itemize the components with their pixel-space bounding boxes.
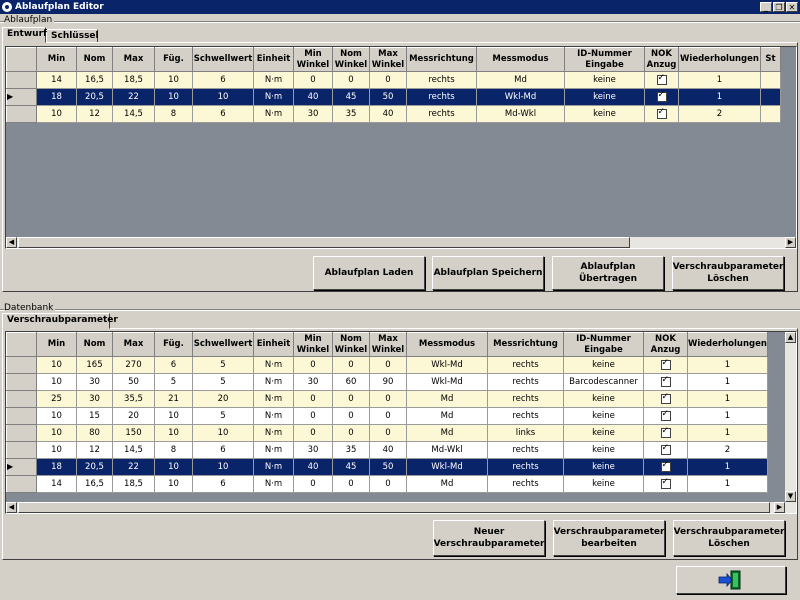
bottom-col-header[interactable]: Nom	[77, 333, 113, 357]
table-cell[interactable]: 6	[155, 357, 193, 374]
table-cell[interactable]: rechts	[488, 374, 564, 391]
table-cell[interactable]: Wkl-Md	[477, 89, 565, 106]
verschraubparameter-loeschen-bottom-button[interactable]: Verschraubparameter Löschen	[673, 520, 785, 556]
table-cell[interactable]: 10	[37, 442, 77, 459]
checkbox[interactable]	[661, 411, 671, 421]
checkbox[interactable]	[657, 92, 667, 102]
table-row[interactable]	[7, 442, 768, 459]
bottom-col-header[interactable]: Min	[37, 333, 77, 357]
table-cell[interactable]: 0	[294, 357, 333, 374]
table-cell[interactable]: Barcodescanner	[564, 374, 644, 391]
table-cell[interactable]: 2	[688, 442, 768, 459]
top-col-header[interactable]: Nom	[77, 48, 113, 72]
ablaufplan-group-label: Ablaufplan	[4, 15, 53, 25]
row-header[interactable]	[7, 357, 37, 374]
table-cell[interactable]: Md	[407, 408, 488, 425]
checkbox[interactable]	[661, 394, 671, 404]
table-cell	[761, 89, 781, 106]
table-cell[interactable]: 18,5	[113, 72, 155, 89]
table-cell[interactable]: 45	[333, 459, 370, 476]
scroll-down-arrow-icon[interactable]: ▼	[785, 491, 796, 502]
table-cell[interactable]: keine	[564, 476, 644, 493]
top-col-header[interactable]: Messmodus	[477, 48, 565, 72]
tab-verschraubparameter[interactable]: Verschraubparameter	[2, 313, 110, 329]
table-row[interactable]	[7, 357, 768, 374]
table-cell[interactable]: keine	[565, 72, 645, 89]
checkbox[interactable]	[661, 428, 671, 438]
table-cell[interactable]: N·m	[254, 425, 294, 442]
table-cell[interactable]: 12	[77, 106, 113, 123]
table-cell[interactable]: 270	[113, 357, 155, 374]
table-cell[interactable]: Md-Wkl	[407, 442, 488, 459]
minimize-button[interactable]: _	[760, 2, 772, 12]
nok-anzug-checkbox-cell[interactable]	[644, 357, 688, 374]
verschraubparameter-bearbeiten-button[interactable]: Verschraubparameter bearbeiten	[553, 520, 665, 556]
ablaufplan-group-line	[0, 21, 800, 23]
table-cell[interactable]: 0	[333, 391, 370, 408]
bottom-col-header[interactable]: Messmodus	[407, 333, 488, 357]
table-cell[interactable]: 10	[155, 72, 193, 89]
scroll-up-arrow-icon[interactable]: ▲	[785, 332, 796, 343]
ablaufplan-grid[interactable]	[5, 46, 797, 249]
scroll-thumb[interactable]	[18, 502, 770, 513]
table-cell[interactable]: 18,5	[113, 476, 155, 493]
bottom-col-header[interactable]: Min Winkel	[294, 333, 333, 357]
top-col-header[interactable]: NOK Anzug	[645, 48, 679, 72]
table-row[interactable]	[7, 89, 781, 106]
table-cell[interactable]: 15	[77, 408, 113, 425]
nok-anzug-checkbox-cell[interactable]	[644, 459, 688, 476]
table-cell[interactable]: Md	[477, 72, 565, 89]
table-cell[interactable]: 2	[679, 106, 761, 123]
table-cell[interactable]: N·m	[254, 459, 294, 476]
top-col-header[interactable]: Nom Winkel	[333, 48, 370, 72]
top-col-header[interactable]: Max Winkel	[370, 48, 407, 72]
top-col-header[interactable]: Wiederholungen	[679, 48, 761, 72]
table-cell[interactable]: 1	[688, 408, 768, 425]
table-cell[interactable]: N·m	[254, 357, 294, 374]
table-cell[interactable]: keine	[565, 106, 645, 123]
nok-anzug-checkbox-cell[interactable]	[644, 442, 688, 459]
verschraubparameter-grid[interactable]	[5, 331, 797, 514]
bottom-col-header[interactable]: Einheit	[254, 333, 294, 357]
table-cell[interactable]: rechts	[488, 442, 564, 459]
table-cell[interactable]: 10	[155, 408, 193, 425]
table-row[interactable]	[7, 476, 768, 493]
table-cell[interactable]: 1	[688, 391, 768, 408]
table-cell[interactable]: N·m	[254, 442, 294, 459]
table-cell[interactable]: 10	[193, 89, 254, 106]
table-cell[interactable]: 0	[333, 425, 370, 442]
verschraubparameter-table	[6, 332, 768, 493]
table-cell[interactable]: rechts	[488, 459, 564, 476]
table-cell[interactable]: 22	[113, 89, 155, 106]
row-header-corner	[7, 333, 37, 357]
table-cell[interactable]: 14	[37, 72, 77, 89]
bottom-col-header[interactable]: Max	[113, 333, 155, 357]
ablaufplan-speichern-button[interactable]: Ablaufplan Speichern	[432, 256, 544, 290]
checkbox[interactable]	[657, 109, 667, 119]
nok-anzug-checkbox-cell[interactable]	[645, 89, 679, 106]
row-header[interactable]	[7, 89, 37, 106]
table-row[interactable]	[7, 459, 768, 476]
table-cell[interactable]: 5	[193, 374, 254, 391]
table-cell[interactable]: keine	[564, 408, 644, 425]
table-cell[interactable]: N·m	[254, 106, 294, 123]
bottom-col-header[interactable]: Füg.	[155, 333, 193, 357]
table-cell[interactable]: keine	[564, 442, 644, 459]
table-cell[interactable]: 40	[294, 89, 333, 106]
table-cell[interactable]: rechts	[407, 89, 477, 106]
table-cell[interactable]: 0	[333, 72, 370, 89]
table-cell[interactable]: 16,5	[77, 476, 113, 493]
scroll-left-arrow-icon[interactable]: ◀	[6, 502, 17, 513]
table-cell[interactable]: 10	[193, 425, 254, 442]
table-cell[interactable]: 50	[113, 374, 155, 391]
table-cell[interactable]: 1	[688, 476, 768, 493]
app-icon	[2, 2, 12, 12]
row-header[interactable]	[7, 374, 37, 391]
table-cell[interactable]: rechts	[488, 476, 564, 493]
table-cell[interactable]: rechts	[488, 408, 564, 425]
table-cell[interactable]: 5	[155, 374, 193, 391]
ablaufplan-table	[6, 47, 781, 123]
table-cell[interactable]: 22	[113, 459, 155, 476]
table-cell[interactable]: 0	[370, 425, 407, 442]
table-cell[interactable]: 0	[370, 72, 407, 89]
table-cell[interactable]: Wkl-Md	[407, 459, 488, 476]
table-cell[interactable]: 14	[37, 476, 77, 493]
scroll-thumb[interactable]	[18, 237, 630, 248]
table-cell[interactable]: 35	[333, 442, 370, 459]
table-cell[interactable]: 14,5	[113, 106, 155, 123]
table-cell[interactable]: 35,5	[113, 391, 155, 408]
table-cell[interactable]: 1	[679, 72, 761, 89]
table-cell[interactable]: keine	[564, 425, 644, 442]
table-cell[interactable]: N·m	[254, 374, 294, 391]
table-cell[interactable]: 20,5	[77, 459, 113, 476]
table-cell[interactable]: rechts	[488, 357, 564, 374]
table-cell[interactable]: 50	[370, 459, 407, 476]
table-cell[interactable]: 50	[370, 89, 407, 106]
nok-anzug-checkbox-cell[interactable]	[644, 476, 688, 493]
table-cell[interactable]: 10	[155, 89, 193, 106]
table-cell[interactable]: N·m	[254, 476, 294, 493]
table-cell[interactable]: 60	[333, 374, 370, 391]
table-cell[interactable]: 30	[294, 106, 333, 123]
table-cell[interactable]: 10	[37, 408, 77, 425]
table-cell[interactable]: Md	[407, 391, 488, 408]
scroll-left-arrow-icon[interactable]: ◀	[6, 237, 17, 248]
table-cell[interactable]: 40	[370, 442, 407, 459]
table-cell[interactable]: 5	[193, 357, 254, 374]
table-cell[interactable]: Md-Wkl	[477, 106, 565, 123]
checkbox[interactable]	[657, 75, 667, 85]
checkbox[interactable]	[661, 377, 671, 387]
table-cell[interactable]: keine	[564, 357, 644, 374]
bottom-col-header[interactable]: Nom Winkel	[333, 333, 370, 357]
verschraubparameter-loeschen-top-button[interactable]: Verschraubparameter Löschen	[672, 256, 784, 290]
table-cell[interactable]: 8	[155, 106, 193, 123]
datenbank-group-line	[0, 309, 800, 311]
nok-anzug-checkbox-cell[interactable]	[645, 72, 679, 89]
table-cell[interactable]: 20,5	[77, 89, 113, 106]
table-cell[interactable]: 6	[193, 106, 254, 123]
table-cell[interactable]: 12	[77, 442, 113, 459]
table-cell[interactable]: 1	[688, 374, 768, 391]
top-col-header[interactable]: Messrichtung	[407, 48, 477, 72]
table-cell[interactable]: keine	[564, 391, 644, 408]
table-cell[interactable]: keine	[565, 89, 645, 106]
table-cell[interactable]: 25	[37, 391, 77, 408]
exit-door-icon	[717, 569, 745, 591]
verschraubparameter-vscrollbar[interactable]	[785, 332, 796, 502]
table-cell[interactable]: 1	[679, 89, 761, 106]
checkbox[interactable]	[661, 462, 671, 472]
table-cell[interactable]: 30	[77, 391, 113, 408]
table-cell[interactable]: 0	[370, 357, 407, 374]
table-cell[interactable]: 1	[688, 459, 768, 476]
close-button[interactable]: ✕	[786, 2, 798, 12]
current-row-marker-icon: ▶	[7, 462, 14, 471]
table-cell[interactable]: 0	[294, 72, 333, 89]
ablaufplan-uebertragen-button[interactable]: Ablaufplan Übertragen	[552, 256, 664, 290]
table-cell[interactable]: 6	[193, 476, 254, 493]
tab-entwurf[interactable]: Entwurf	[2, 27, 46, 43]
top-col-header[interactable]: Min	[37, 48, 77, 72]
table-cell[interactable]: 10	[37, 374, 77, 391]
top-col-header[interactable]: Min Winkel	[294, 48, 333, 72]
table-cell[interactable]: 0	[294, 425, 333, 442]
table-cell[interactable]: 5	[193, 408, 254, 425]
table-cell[interactable]: N·m	[254, 72, 294, 89]
top-col-header[interactable]: ID-Nummer Eingabe	[565, 48, 645, 72]
tab-schluessel[interactable]: Schlüssel	[46, 29, 98, 43]
table-cell[interactable]: 10	[37, 425, 77, 442]
table-cell[interactable]: N·m	[254, 391, 294, 408]
ablaufplan-laden-button[interactable]: Ablaufplan Laden	[313, 256, 425, 290]
table-cell[interactable]: 30	[77, 374, 113, 391]
table-cell[interactable]: 10	[37, 357, 77, 374]
table-cell[interactable]: 0	[370, 408, 407, 425]
table-cell[interactable]: 0	[370, 476, 407, 493]
nok-anzug-checkbox-cell[interactable]	[645, 106, 679, 123]
table-row[interactable]	[7, 391, 768, 408]
table-cell[interactable]: 90	[370, 374, 407, 391]
row-header-corner	[7, 48, 37, 72]
table-cell[interactable]: rechts	[407, 72, 477, 89]
table-cell[interactable]: 30	[294, 442, 333, 459]
top-col-header[interactable]: St	[761, 48, 781, 72]
row-header[interactable]	[7, 459, 37, 476]
bottom-col-header[interactable]: Schwellwert	[193, 333, 254, 357]
row-header[interactable]	[7, 425, 37, 442]
table-cell[interactable]: 1	[688, 357, 768, 374]
ablaufplan-hscrollbar[interactable]	[6, 237, 796, 248]
table-cell[interactable]: 0	[333, 357, 370, 374]
nok-anzug-checkbox-cell[interactable]	[644, 374, 688, 391]
table-row[interactable]	[7, 106, 781, 123]
scroll-right-arrow-icon[interactable]: ▶	[785, 237, 796, 248]
table-cell[interactable]: 45	[333, 89, 370, 106]
table-cell[interactable]: 40	[294, 459, 333, 476]
table-cell[interactable]: 14,5	[113, 442, 155, 459]
table-cell[interactable]: Md	[407, 476, 488, 493]
top-col-header[interactable]: Einheit	[254, 48, 294, 72]
current-row-marker-icon: ▶	[7, 92, 14, 101]
row-header[interactable]	[7, 408, 37, 425]
table-cell	[761, 106, 781, 123]
table-row[interactable]	[7, 408, 768, 425]
bottom-col-header[interactable]: ID-Nummer Eingabe	[564, 333, 644, 357]
scroll-right-arrow-icon[interactable]: ▶	[774, 502, 785, 513]
title-bar	[0, 0, 800, 14]
table-cell[interactable]: 6	[193, 72, 254, 89]
table-cell[interactable]: 10	[37, 106, 77, 123]
nok-anzug-checkbox-cell[interactable]	[644, 425, 688, 442]
table-cell[interactable]: 150	[113, 425, 155, 442]
table-row[interactable]	[7, 425, 768, 442]
top-col-header[interactable]: Schwellwert	[193, 48, 254, 72]
table-cell[interactable]: 0	[294, 408, 333, 425]
table-cell[interactable]: 8	[155, 442, 193, 459]
table-cell[interactable]: 20	[193, 391, 254, 408]
nok-anzug-checkbox-cell[interactable]	[644, 391, 688, 408]
row-header[interactable]	[7, 106, 37, 123]
top-col-header[interactable]: Füg.	[155, 48, 193, 72]
table-cell[interactable]: N·m	[254, 408, 294, 425]
table-row[interactable]	[7, 72, 781, 89]
datenbank-group-label: Datenbank	[4, 303, 54, 313]
table-cell[interactable]: N·m	[254, 89, 294, 106]
table-cell[interactable]: Wkl-Md	[407, 374, 488, 391]
table-cell[interactable]: 10	[155, 476, 193, 493]
checkbox[interactable]	[661, 445, 671, 455]
table-cell[interactable]: 10	[155, 459, 193, 476]
window-title: Ablaufplan Editor	[15, 2, 104, 12]
restore-button[interactable]: ❐	[773, 2, 785, 12]
table-cell[interactable]: 1	[688, 425, 768, 442]
table-cell[interactable]: 80	[77, 425, 113, 442]
table-cell[interactable]: 10	[193, 459, 254, 476]
table-cell[interactable]: 0	[370, 391, 407, 408]
table-cell[interactable]: Md	[407, 425, 488, 442]
bottom-col-header[interactable]: Wiederholungen	[688, 333, 768, 357]
table-cell[interactable]: 16,5	[77, 72, 113, 89]
table-cell[interactable]: 35	[333, 106, 370, 123]
bottom-col-header[interactable]: Max Winkel	[370, 333, 407, 357]
table-cell[interactable]: 165	[77, 357, 113, 374]
table-cell	[761, 72, 781, 89]
checkbox[interactable]	[661, 479, 671, 489]
table-cell[interactable]: Wkl-Md	[407, 357, 488, 374]
table-cell[interactable]: 0	[333, 476, 370, 493]
checkbox[interactable]	[661, 360, 671, 370]
table-cell[interactable]: 40	[370, 106, 407, 123]
bottom-col-header[interactable]: Messrichtung	[488, 333, 564, 357]
verschraubparameter-hscrollbar[interactable]	[6, 502, 796, 513]
table-cell[interactable]: 20	[113, 408, 155, 425]
table-cell[interactable]: 21	[155, 391, 193, 408]
bottom-col-header[interactable]: NOK Anzug	[644, 333, 688, 357]
row-header[interactable]	[7, 476, 37, 493]
row-header[interactable]	[7, 391, 37, 408]
neuer-verschraubparameter-button[interactable]: Neuer Verschraubparameter	[433, 520, 545, 556]
table-cell[interactable]: 0	[294, 391, 333, 408]
table-cell[interactable]: keine	[564, 459, 644, 476]
exit-button[interactable]	[676, 566, 786, 594]
row-header[interactable]	[7, 72, 37, 89]
table-cell[interactable]: links	[488, 425, 564, 442]
table-cell[interactable]: 10	[155, 425, 193, 442]
table-cell[interactable]: 6	[193, 442, 254, 459]
top-col-header[interactable]: Max	[113, 48, 155, 72]
table-cell[interactable]: 18	[37, 89, 77, 106]
table-cell[interactable]: rechts	[407, 106, 477, 123]
table-cell[interactable]: 18	[37, 459, 77, 476]
table-row[interactable]	[7, 374, 768, 391]
table-cell[interactable]: 30	[294, 374, 333, 391]
table-cell[interactable]: rechts	[488, 391, 564, 408]
table-cell[interactable]: 0	[333, 408, 370, 425]
row-header[interactable]	[7, 442, 37, 459]
table-cell[interactable]: 0	[294, 476, 333, 493]
nok-anzug-checkbox-cell[interactable]	[644, 408, 688, 425]
